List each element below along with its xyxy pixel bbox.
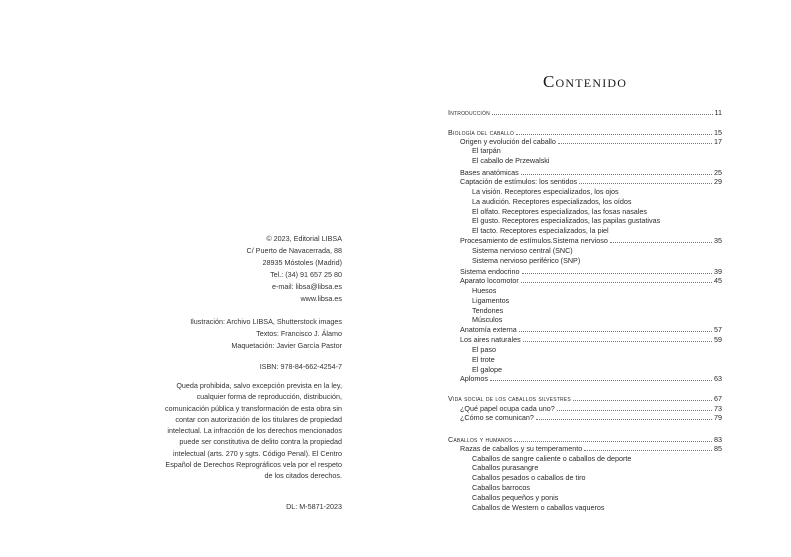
toc-entry-label: Introducción — [448, 108, 490, 117]
toc-entry-page: 25 — [714, 168, 722, 177]
toc-entry — [472, 256, 580, 265]
toc-entry — [448, 394, 722, 403]
toc-entry-label: ¿Qué papel ocupa cada uno? — [460, 404, 555, 413]
toc-entry-page: 17 — [714, 137, 722, 146]
toc-entry — [460, 413, 722, 422]
toc-entry — [472, 146, 501, 155]
toc-entry-label: Sistema nervioso periférico (SNP) — [472, 256, 581, 265]
toc-entry-label: Caballos pesados o caballos de tiro — [472, 473, 586, 482]
toc-entry-label: Aplomos — [460, 374, 488, 383]
toc-entry-label: Bases anatómicas — [460, 168, 519, 177]
toc-entry-page: 63 — [714, 374, 722, 383]
toc-entry — [460, 168, 722, 177]
toc-entry — [472, 454, 631, 463]
toc-entry — [472, 216, 660, 225]
toc-entry-label: La audición. Receptores especializados, los oídos — [472, 197, 632, 206]
toc-leader-dots — [521, 174, 712, 175]
toc-entry — [460, 267, 722, 276]
toc-entry-label: ¿Cómo se comunican? — [460, 413, 534, 422]
toc-entry — [460, 444, 722, 453]
toc-title: Contenido — [543, 72, 628, 91]
toc-entry-label: El gusto. Receptores especializados, las papilas gustativas — [472, 216, 661, 225]
toc-entry-page: 11 — [714, 108, 722, 117]
toc-entry-label: Biología del caballo — [448, 128, 515, 137]
toc-leader-dots — [584, 450, 712, 451]
toc-entry — [472, 463, 538, 472]
toc-entry-label: Razas de caballos y su temperamento — [460, 444, 583, 453]
toc-leader-dots — [514, 441, 712, 442]
toc-entry — [460, 276, 722, 285]
toc-entry — [460, 236, 722, 245]
copyright-page — [0, 0, 395, 557]
toc-leader-dots — [573, 400, 712, 401]
toc-entry — [472, 296, 509, 305]
toc-entry-label: Procesamiento de estímulos.Sistema nervioso — [460, 236, 608, 245]
toc-entry-label: El tacto. Receptores especializados, la piel — [472, 226, 609, 235]
toc-entry — [472, 207, 647, 216]
toc-entry-label: Los aires naturales — [460, 335, 521, 344]
toc-entry — [448, 435, 722, 444]
toc-entry — [448, 128, 722, 137]
toc-entry-page: 15 — [714, 128, 722, 137]
text-credit: Textos: Francisco J. Álamo — [256, 329, 342, 338]
toc-entry — [460, 374, 722, 383]
toc-leader-dots — [521, 282, 712, 283]
toc-entry-page: 57 — [714, 325, 722, 334]
toc-entry-label: Origen y evolución del caballo — [460, 137, 556, 146]
toc-entry — [472, 365, 502, 374]
toc-entry-page: 85 — [714, 444, 722, 453]
illustration-credit: Ilustración: Archivo LIBSA, Shutterstock images — [190, 317, 342, 326]
toc-leader-dots — [492, 114, 713, 115]
toc-entry-label: Sistema endocrino — [460, 267, 520, 276]
toc-entry-page: 59 — [714, 335, 722, 344]
toc-entry-label: Anatomía externa — [460, 325, 517, 334]
isbn: ISBN: 978-84-662-4254-7 — [259, 362, 342, 371]
toc-entry-page: 45 — [714, 276, 722, 285]
toc-leader-dots — [516, 134, 712, 135]
toc-entry — [472, 306, 503, 315]
publisher-email: e-mail: libsa@libsa.es — [271, 282, 342, 291]
toc-entry-page: 73 — [714, 404, 722, 413]
toc-entry — [460, 325, 722, 334]
toc-entry — [472, 286, 496, 295]
toc-entry — [460, 335, 722, 344]
toc-leader-dots — [558, 143, 712, 144]
toc-leader-dots — [610, 242, 712, 243]
toc-entry — [460, 177, 722, 186]
toc-entry — [472, 156, 550, 165]
toc-entry-label: La visión. Receptores especializados, los ojos — [472, 187, 619, 196]
toc-entry-label: El tarpán — [472, 146, 501, 155]
toc-entry — [472, 197, 631, 206]
toc-entry-page: 35 — [714, 236, 722, 245]
layout-credit: Maquetación: Javier García Pastor — [231, 341, 342, 350]
toc-entry-page: 79 — [714, 413, 722, 422]
toc-entry — [460, 404, 722, 413]
toc-entry-page: 29 — [714, 177, 722, 186]
toc-leader-dots — [490, 380, 712, 381]
toc-list — [395, 0, 791, 557]
toc-entry — [472, 315, 502, 324]
publisher-website: www.libsa.es — [300, 294, 342, 303]
toc-entry-label: El trote — [472, 355, 495, 364]
toc-entry-page: 67 — [714, 394, 722, 403]
toc-leader-dots — [579, 183, 712, 184]
toc-entry-label: Aparato locomotor — [460, 276, 519, 285]
toc-entry — [472, 503, 605, 512]
toc-entry-label: El galope — [472, 365, 502, 374]
toc-entry — [472, 473, 585, 482]
toc-entry-label: El olfato. Receptores especializados, las fosas nasales — [472, 207, 647, 216]
toc-entry-page: 83 — [714, 435, 722, 444]
toc-entry-label: El caballo de Przewalski — [472, 156, 550, 165]
toc-entry — [472, 493, 558, 502]
toc-entry-label: Caballos pequeños y ponis — [472, 493, 559, 502]
toc-entry-label: Caballos y humanos — [448, 435, 513, 444]
publisher-phone: Tel.: (34) 91 657 25 80 — [270, 270, 342, 279]
toc-leader-dots — [536, 419, 712, 420]
toc-leader-dots — [523, 341, 712, 342]
toc-entry-label: Vida social de los caballos silvestres — [448, 394, 571, 403]
toc-entry-label: Caballos purasangre — [472, 463, 539, 472]
legal-deposit: DL: M-5871-2023 — [286, 502, 342, 511]
toc-entry — [472, 226, 609, 235]
contents-page — [395, 0, 791, 557]
toc-leader-dots — [519, 331, 712, 332]
toc-entry — [472, 355, 495, 364]
toc-entry-label: Sistema nervioso central (SNC) — [472, 246, 573, 255]
toc-entry-label: El paso — [472, 345, 496, 354]
publisher-street: C/ Puerto de Navacerrada, 88 — [246, 246, 342, 255]
toc-entry-label: Músculos — [472, 315, 503, 324]
toc-entry-label: Caballos de sangre caliente o caballos de deporte — [472, 454, 632, 463]
publisher-city: 28935 Móstoles (Madrid) — [262, 258, 342, 267]
toc-entry-label: Ligamentos — [472, 296, 510, 305]
legal-notice: Queda prohibida, salvo excepción prevista en la ley, cualquier forma de reproducción, distribución, comunicación pública y transformación de esta obra sin contar con autorización de los titulares de propiedad intelectual. La infracción de los derechos mencionados puede ser constitutiva de delito contra la propiedad intelectual (arts. 270 y sgts. Código Penal). El Centro Español de Derechos Reprográficos vela por el respeto de los citados derechos. — [165, 381, 342, 481]
toc-leader-dots — [557, 410, 712, 411]
publisher-copyright: © 2023, Editorial LIBSA — [266, 234, 342, 243]
toc-entry — [472, 345, 496, 354]
toc-entry-label: Tendones — [472, 306, 504, 315]
toc-entry — [448, 108, 722, 117]
toc-entry-label: Huesos — [472, 286, 497, 295]
toc-entry — [472, 187, 619, 196]
toc-entry — [460, 137, 722, 146]
toc-leader-dots — [522, 273, 712, 274]
toc-entry-label: Caballos barrocos — [472, 483, 530, 492]
toc-entry-label: Captación de estímulos: los sentidos — [460, 177, 578, 186]
toc-entry — [472, 246, 573, 255]
toc-entry-page: 39 — [714, 267, 722, 276]
toc-entry-label: Caballos de Western o caballos vaqueros — [472, 503, 605, 512]
toc-entry — [472, 483, 530, 492]
